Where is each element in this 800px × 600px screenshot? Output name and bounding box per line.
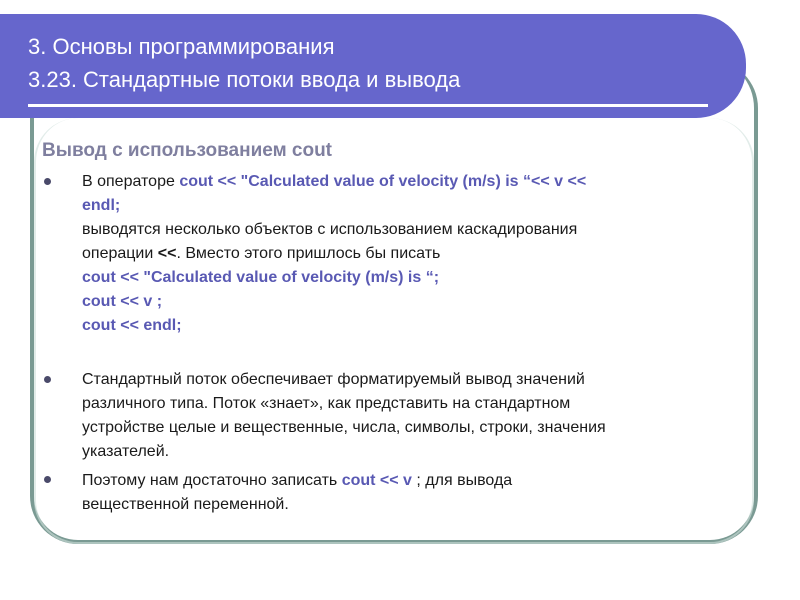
text-run: Поэтому нам достаточно записать bbox=[82, 472, 342, 489]
bullet-paragraph-2 bbox=[82, 368, 742, 464]
code-snippet: endl; bbox=[82, 197, 121, 214]
text-run: . Вместо этого пришлось бы писать bbox=[176, 245, 441, 262]
code-snippet: cout << v ; bbox=[82, 293, 163, 310]
bullet-paragraph-3 bbox=[82, 469, 742, 517]
text-run: В операторе bbox=[82, 173, 180, 190]
title-divider bbox=[28, 104, 708, 107]
text-line bbox=[82, 314, 742, 338]
text-run: устройстве целые и вещественные, числа, символы, строки, значения bbox=[82, 419, 606, 436]
bullet-paragraph-1 bbox=[82, 170, 742, 338]
code-snippet: cout << "Calculated value of velocity (m/s) is “; bbox=[82, 269, 440, 286]
slide-title-line1: 3. Основы программирования bbox=[28, 34, 335, 59]
text-run: Стандартный поток обеспечивает форматируемый вывод значений bbox=[82, 371, 585, 388]
text-line bbox=[82, 416, 742, 440]
title-banner bbox=[0, 14, 746, 118]
code-snippet: cout << "Calculated value of velocity (m/s) is “<< v << bbox=[179, 173, 587, 190]
text-run: выводятся несколько объектов с использованием каскадирования bbox=[82, 221, 578, 238]
text-run: указателей. bbox=[82, 443, 170, 460]
text-line bbox=[82, 266, 742, 290]
code-snippet: cout << v bbox=[341, 472, 412, 489]
text-run: ; для вывода bbox=[411, 472, 513, 489]
text-line bbox=[82, 218, 742, 242]
text-line bbox=[82, 194, 742, 218]
text-line bbox=[82, 440, 742, 464]
text-line bbox=[82, 392, 742, 416]
text-run: различного типа. Поток «знает», как представить на стандартном bbox=[82, 395, 571, 412]
text-line bbox=[82, 170, 742, 194]
text-line bbox=[82, 242, 742, 266]
text-line bbox=[82, 493, 742, 517]
section-heading: Вывод с использованием cout bbox=[42, 140, 333, 161]
bullet-dot bbox=[44, 476, 51, 483]
operator-text: << bbox=[157, 245, 177, 262]
bullet-dot bbox=[44, 376, 51, 383]
code-snippet: cout << endl; bbox=[82, 317, 182, 334]
bullet-dot bbox=[44, 178, 51, 185]
slide-title-line2: 3.23. Стандартные потоки ввода и вывода bbox=[28, 67, 461, 92]
text-run: вещественной переменной. bbox=[82, 496, 289, 513]
text-line bbox=[82, 469, 742, 493]
text-run: операции bbox=[82, 245, 158, 262]
text-line bbox=[82, 290, 742, 314]
text-line bbox=[82, 368, 742, 392]
